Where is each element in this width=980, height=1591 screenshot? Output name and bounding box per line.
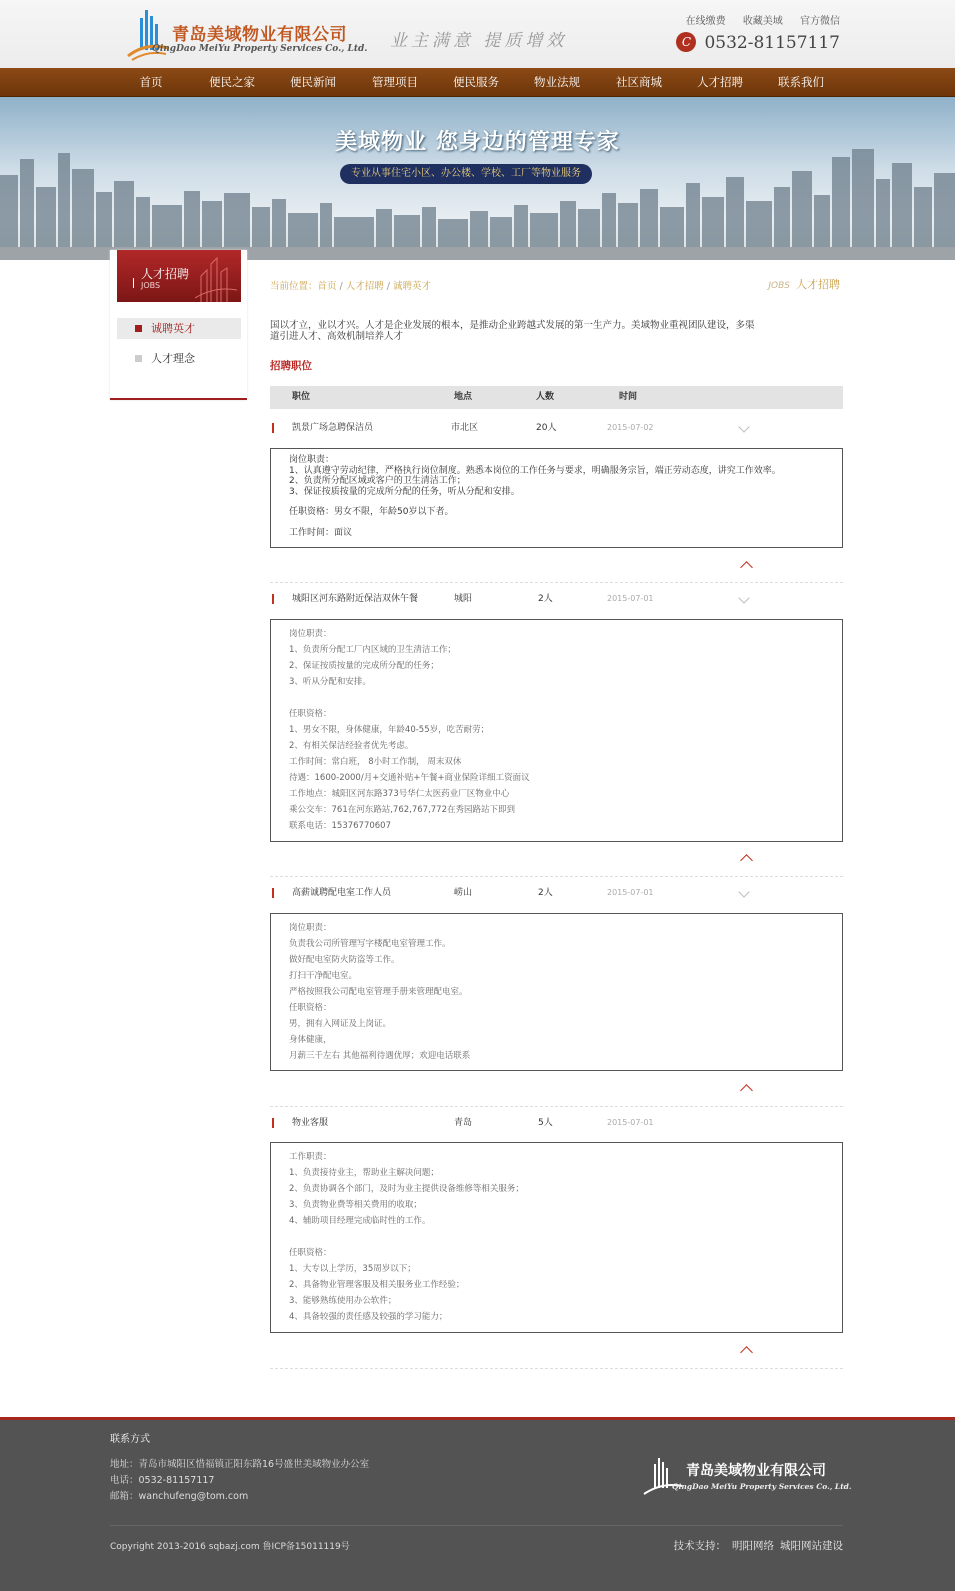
plus-icon <box>135 325 142 332</box>
job-detail <box>270 448 843 548</box>
footer <box>0 1417 955 1591</box>
job-date: 2015-07-01 <box>607 594 654 603</box>
building-deco-icon <box>195 256 237 302</box>
detail-line: 岗位职责： <box>289 923 332 933</box>
breadcrumb-recruitment[interactable]: 人才招聘 <box>345 281 384 292</box>
tech-link-mingyang[interactable]: 明阳网络 <box>732 1540 774 1552</box>
row-divider <box>270 582 843 583</box>
nav-mall[interactable]: 社区商城 <box>616 75 662 89</box>
detail-line: 联系电话：15376770607 <box>289 821 391 831</box>
row-divider <box>270 1106 843 1107</box>
job-row[interactable] <box>270 413 843 443</box>
footer-logo-chinese: 青岛美域物业有限公司 <box>686 1463 826 1479</box>
nav-convenience-home[interactable]: 便民之家 <box>209 75 255 89</box>
job-count: 2人 <box>538 594 553 604</box>
col-position: 职位 <box>292 392 311 402</box>
breadcrumb: 当前位置：首页 / 人才招聘 / 诚聘英才 <box>270 281 431 292</box>
detail-spacer <box>289 690 824 706</box>
job-location: 市北区 <box>451 423 479 433</box>
footer-email: 邮箱：wanchufeng@tom.com <box>110 1491 249 1502</box>
company-logo[interactable] <box>126 8 366 62</box>
job-count: 2人 <box>538 888 553 898</box>
tech-support <box>668 1538 844 1553</box>
detail-line: 负责我公司所管理写字楼配电室管理工作。 <box>289 939 451 949</box>
detail-line: 2、有相关保洁经验者优先考虑。 <box>289 741 414 751</box>
intro-text: 国以才立，业以才兴。人才是企业发展的根本，是推动企业跨越式发展的第一生产力。美域物业重视团队建设，多渠道引进人才、高效机制培养人才 <box>270 320 755 342</box>
job-count: 20人 <box>536 423 557 433</box>
detail-line: 身体健康， <box>289 1035 332 1045</box>
top-link-online-pay[interactable]: 在线缴费 <box>685 16 726 27</box>
hotline-number: 0532-81157117 <box>704 33 840 53</box>
row-marker <box>272 1118 274 1128</box>
chevron-down-icon[interactable] <box>738 592 749 603</box>
detail-line: 1、负责所分配工厂内区域的卫生清洁工作； <box>289 645 456 655</box>
sidebar-item-jobs[interactable] <box>117 318 241 339</box>
row-divider <box>270 876 843 877</box>
copyright: Copyright 2013-2016 sqbazj.com 鲁ICP备15011119号 <box>110 1542 350 1552</box>
chevron-up-icon[interactable] <box>740 1346 753 1359</box>
detail-spacer <box>289 518 824 528</box>
sidebar-item-label: 诚聘英才 <box>151 322 195 335</box>
row-marker <box>272 423 274 433</box>
sidebar-title: 人才招聘 <box>141 267 190 281</box>
detail-line: 1、认真遵守劳动纪律，严格执行岗位制度。熟悉本岗位的工作任务与要求，明确服务宗旨，端正劳动态度，讲究工作效率。 <box>289 465 781 476</box>
detail-line: 2、负责所分配区域或客户的卫生清洁工作； <box>289 476 466 486</box>
row-marker <box>272 594 274 604</box>
detail-line: 工作地点：城阳区河东路373号华仁太医药业厂区物业中心 <box>289 789 510 799</box>
chevron-down-icon[interactable] <box>738 421 749 432</box>
breadcrumb-current[interactable]: 诚聘英才 <box>392 281 431 292</box>
chevron-up-icon[interactable] <box>740 1084 753 1097</box>
chevron-up-icon[interactable] <box>740 854 753 867</box>
job-row[interactable] <box>270 584 843 614</box>
job-date: 2015-07-01 <box>607 1118 654 1127</box>
detail-line: 待遇：1600-2000/月+交通补贴+午餐+商业保险详细工资面议 <box>289 773 530 783</box>
page-heading-cn: 人才招聘 <box>796 278 840 291</box>
banner-subtitle: 专业从事住宅小区、办公楼、学校、工厂等物业服务 <box>340 164 592 184</box>
detail-spacer <box>289 497 824 507</box>
header-slogan: 业主满意 提质增效 <box>390 31 568 51</box>
job-date: 2015-07-01 <box>607 888 654 897</box>
nav-home[interactable]: 首页 <box>139 75 163 89</box>
job-title: 凯景广场急聘保洁员 <box>292 423 374 433</box>
row-divider <box>270 1368 843 1369</box>
detail-line: 工作时间：常白班， 8小时工作制， 周末双休 <box>289 757 462 767</box>
job-count: 5人 <box>538 1118 553 1128</box>
detail-spacer <box>289 1229 824 1245</box>
job-date: 2015-07-02 <box>607 423 654 432</box>
chevron-up-icon[interactable] <box>740 561 753 574</box>
detail-line: 1、大专以上学历，35周岁以下； <box>289 1264 416 1274</box>
banner-title: 美域物业 您身边的管理专家 <box>335 130 620 155</box>
job-detail <box>270 913 843 1071</box>
detail-line: 打扫干净配电室。 <box>289 971 358 981</box>
main-nav <box>0 68 955 97</box>
job-detail <box>270 1142 843 1333</box>
bullet-icon <box>135 355 142 362</box>
breadcrumb-home[interactable]: 首页 <box>317 281 337 292</box>
detail-line: 2、负责协调各个部门，及时为业主提供设备维修等相关服务； <box>289 1184 524 1194</box>
sidebar-item-label: 人才理念 <box>151 352 195 365</box>
footer-title: 联系方式 <box>110 1434 150 1445</box>
job-location: 崂山 <box>454 888 473 898</box>
sidebar <box>110 250 247 400</box>
detail-line: 做好配电室防火防盗等工作。 <box>289 955 400 965</box>
detail-line: 1、负责接待业主，帮助业主解决问题； <box>289 1168 439 1178</box>
detail-line: 男，拥有入网证及上岗证。 <box>289 1019 392 1029</box>
detail-line: 工作职责： <box>289 1152 332 1162</box>
nav-contact[interactable]: 联系我们 <box>778 75 824 89</box>
banner <box>0 97 955 260</box>
page-heading <box>768 276 840 292</box>
detail-line: 3、能够熟练使用办公软件； <box>289 1296 397 1306</box>
tech-support-label: 技术支持： <box>673 1540 726 1552</box>
nav-services[interactable]: 便民服务 <box>453 75 499 89</box>
detail-line: 月薪三千左右 其他福利待遇优厚；欢迎电话联系 <box>289 1051 471 1061</box>
job-detail <box>270 619 843 842</box>
logo-english-name: QingDao MeiYu Property Services Co., Ltd. <box>152 44 368 54</box>
footer-divider <box>110 1525 843 1526</box>
detail-line: 岗位职责： <box>289 629 332 639</box>
detail-line: 4、具备较强的责任感及较强的学习能力； <box>289 1312 448 1322</box>
hotline <box>676 32 840 53</box>
detail-line: 4、辅助项目经理完成临时性的工作。 <box>289 1216 431 1226</box>
job-title: 物业客服 <box>292 1118 329 1128</box>
sidebar-item-talent-philosophy[interactable] <box>117 348 241 369</box>
footer-address: 地址：青岛市城阳区惜福镇正阳东路16号盛世美域物业办公室 <box>110 1459 370 1470</box>
job-location: 城阳 <box>454 594 473 604</box>
sidebar-header <box>117 250 241 302</box>
job-title: 城阳区河东路附近保洁双休午餐 <box>292 594 419 604</box>
detail-line: 工作时间：面议 <box>289 527 353 538</box>
nav-recruitment[interactable]: 人才招聘 <box>697 75 743 89</box>
footer-logo <box>642 1454 852 1498</box>
page-right-margin <box>955 0 980 1591</box>
nav-news[interactable]: 便民新闻 <box>290 75 336 89</box>
top-link-wechat[interactable]: 官方微信 <box>800 16 840 27</box>
nav-projects[interactable]: 管理项目 <box>372 75 418 89</box>
tech-link-web-design[interactable]: 城阳网站建设 <box>780 1540 843 1552</box>
logo-building-icon <box>642 1454 684 1498</box>
detail-line: 任职资格：男女不限，年龄50岁以下者。 <box>289 507 454 517</box>
footer-logo-english: QingDao MeiYu Property Services Co., Ltd. <box>672 1482 852 1491</box>
detail-line: 岗位职责： <box>289 455 335 465</box>
job-location: 青岛 <box>454 1118 473 1128</box>
detail-line: 任职资格： <box>289 1248 332 1258</box>
col-count: 人数 <box>536 392 555 402</box>
logo-chinese-name: 青岛美域物业有限公司 <box>172 25 347 45</box>
top-link-bookmark[interactable]: 收藏美域 <box>742 16 783 27</box>
phone-icon: C <box>676 32 696 52</box>
top-links <box>672 12 840 27</box>
col-location: 地点 <box>454 392 473 402</box>
chevron-down-icon[interactable] <box>738 886 749 897</box>
detail-line: 3、保证按质按量的完成所分配的任务，听从分配和安排。 <box>289 486 520 497</box>
job-row[interactable] <box>270 878 843 908</box>
detail-line: 任职资格： <box>289 709 332 719</box>
header <box>0 0 968 68</box>
detail-line: 1、男女不限，身体健康，年龄40-55岁，吃苦耐劳； <box>289 725 490 735</box>
sidebar-subtitle: JOBS <box>141 281 161 290</box>
detail-line: 3、负责物业费等相关费用的收取； <box>289 1200 422 1210</box>
detail-line: 乘公交车：761在河东路站,762,767,772在秀园路站下即到 <box>289 805 516 815</box>
page-heading-en: JOBS <box>768 281 790 291</box>
job-row[interactable] <box>270 1108 843 1138</box>
job-title: 高薪诚聘配电室工作人员 <box>292 888 392 898</box>
col-date: 时间 <box>619 392 638 402</box>
detail-line: 2、保证按质按量的完成所分配的任务； <box>289 661 439 671</box>
nav-regulations[interactable]: 物业法规 <box>534 75 580 89</box>
detail-line: 3、听从分配和安排。 <box>289 677 371 687</box>
row-marker <box>272 888 274 898</box>
footer-phone: 电话：0532-81157117 <box>110 1475 215 1486</box>
detail-line: 严格按照我公司配电室管理手册来管理配电室。 <box>289 987 468 997</box>
detail-line: 2、具备物业管理客服及相关服务业工作经验； <box>289 1280 465 1290</box>
section-title: 招聘职位 <box>270 360 312 372</box>
detail-line: 任职资格： <box>289 1003 332 1013</box>
breadcrumb-prefix: 当前位置： <box>270 281 318 292</box>
sidebar-header-marker <box>133 278 134 288</box>
jobs-table-header <box>270 386 843 409</box>
